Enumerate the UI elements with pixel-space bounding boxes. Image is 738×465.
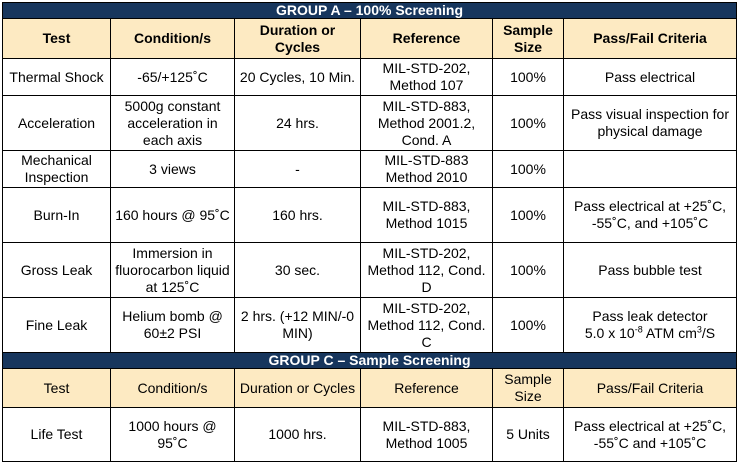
cell-sample-size: 100% [493,151,564,188]
cell-sample-size: 100% [493,298,564,353]
table-row [3,151,737,188]
criteria-exponent: -8 [634,324,643,335]
cell-duration: 2 hrs. (+12 MIN/-0 MIN) [235,298,361,353]
cell-sample-size: 100% [493,59,564,96]
cell-duration: 20 Cycles, 10 Min. [235,59,361,96]
cell-test: Acceleration [3,96,111,151]
cell-test: Burn-In [3,188,111,243]
cell-test: Fine Leak [3,298,111,353]
cell-duration: 160 hrs. [235,188,361,243]
cell-reference: MIL-STD-202, Method 112, Cond. D [361,243,493,298]
column-header-reference: Reference [361,369,493,408]
cell-sample-size: 100% [493,243,564,298]
group-c-title: GROUP C – Sample Screening [3,353,737,369]
table-row [3,408,737,462]
table-row [3,96,737,151]
column-header-duration: Duration or Cycles [235,369,361,408]
column-header-test: Test [3,369,111,408]
cell-reference: MIL-STD-202, Method 107 [361,59,493,96]
cell-test: Gross Leak [3,243,111,298]
cell-condition: -65/+125˚C [111,59,235,96]
group-a-title: GROUP A – 100% Screening [3,3,737,19]
group-c-header-row [3,353,737,369]
criteria-line: Pass leak detector [592,308,708,324]
screening-table [2,2,737,462]
cell-reference: MIL-STD-883 Method 2010 [361,151,493,188]
cell-criteria: Pass electrical at +25˚C, -55˚C, and +105˚C [564,188,737,243]
column-header-condition: Condition/s [111,369,235,408]
column-header-criteria: Pass/Fail Criteria [564,19,737,59]
cell-duration: 24 hrs. [235,96,361,151]
cell-criteria [564,298,737,353]
cell-test: Life Test [3,408,111,462]
criteria-tail: /S [701,325,716,341]
cell-duration: - [235,151,361,188]
cell-sample-size: 100% [493,188,564,243]
cell-sample-size: 100% [493,96,564,151]
cell-condition: Immersion in fluorocarbon liquid at 125˚C [111,243,235,298]
cell-sample-size: 5 Units [493,408,564,462]
group-c-column-headers [3,369,737,408]
table-row [3,298,737,353]
cell-reference: MIL-STD-883, Method 1015 [361,188,493,243]
cell-test: Thermal Shock [3,59,111,96]
cell-condition: Helium bomb @ 60±2 PSI [111,298,235,353]
table-row [3,188,737,243]
group-a-column-headers [3,19,737,59]
column-header-duration: Duration or Cycles [235,19,361,59]
table-row [3,243,737,298]
cell-condition: 3 views [111,151,235,188]
table-row [3,59,737,96]
cell-condition: 1000 hours @ 95˚C [111,408,235,462]
cell-duration: 1000 hrs. [235,408,361,462]
column-header-test: Test [3,19,111,59]
cell-condition: 5000g constant acceleration in each axis [111,96,235,151]
cell-criteria [564,151,737,188]
criteria-unit: ATM cm [642,325,697,341]
cell-test: Mechanical Inspection [3,151,111,188]
column-header-condition: Condition/s [111,19,235,59]
column-header-criteria: Pass/Fail Criteria [564,369,737,408]
cell-criteria: Pass visual inspection for physical damage [564,96,737,151]
cell-reference: MIL-STD-202, Method 112, Cond. C [361,298,493,353]
cell-criteria: Pass electrical at +25˚C, -55˚C and +105˚C [564,408,737,462]
cell-reference: MIL-STD-883, Method 2001.2, Cond. A [361,96,493,151]
cell-criteria: Pass electrical [564,59,737,96]
group-a-header-row [3,3,737,19]
column-header-sample-size: Sample Size [493,369,564,408]
cell-condition: 160 hours @ 95˚C [111,188,235,243]
cell-criteria: Pass bubble test [564,243,737,298]
cell-reference: MIL-STD-883, Method 1005 [361,408,493,462]
criteria-base: 5.0 x 10 [584,325,635,341]
column-header-sample-size: Sample Size [493,19,564,59]
cell-duration: 30 sec. [235,243,361,298]
column-header-reference: Reference [361,19,493,59]
criteria-unit-exponent: 3 [696,324,702,335]
